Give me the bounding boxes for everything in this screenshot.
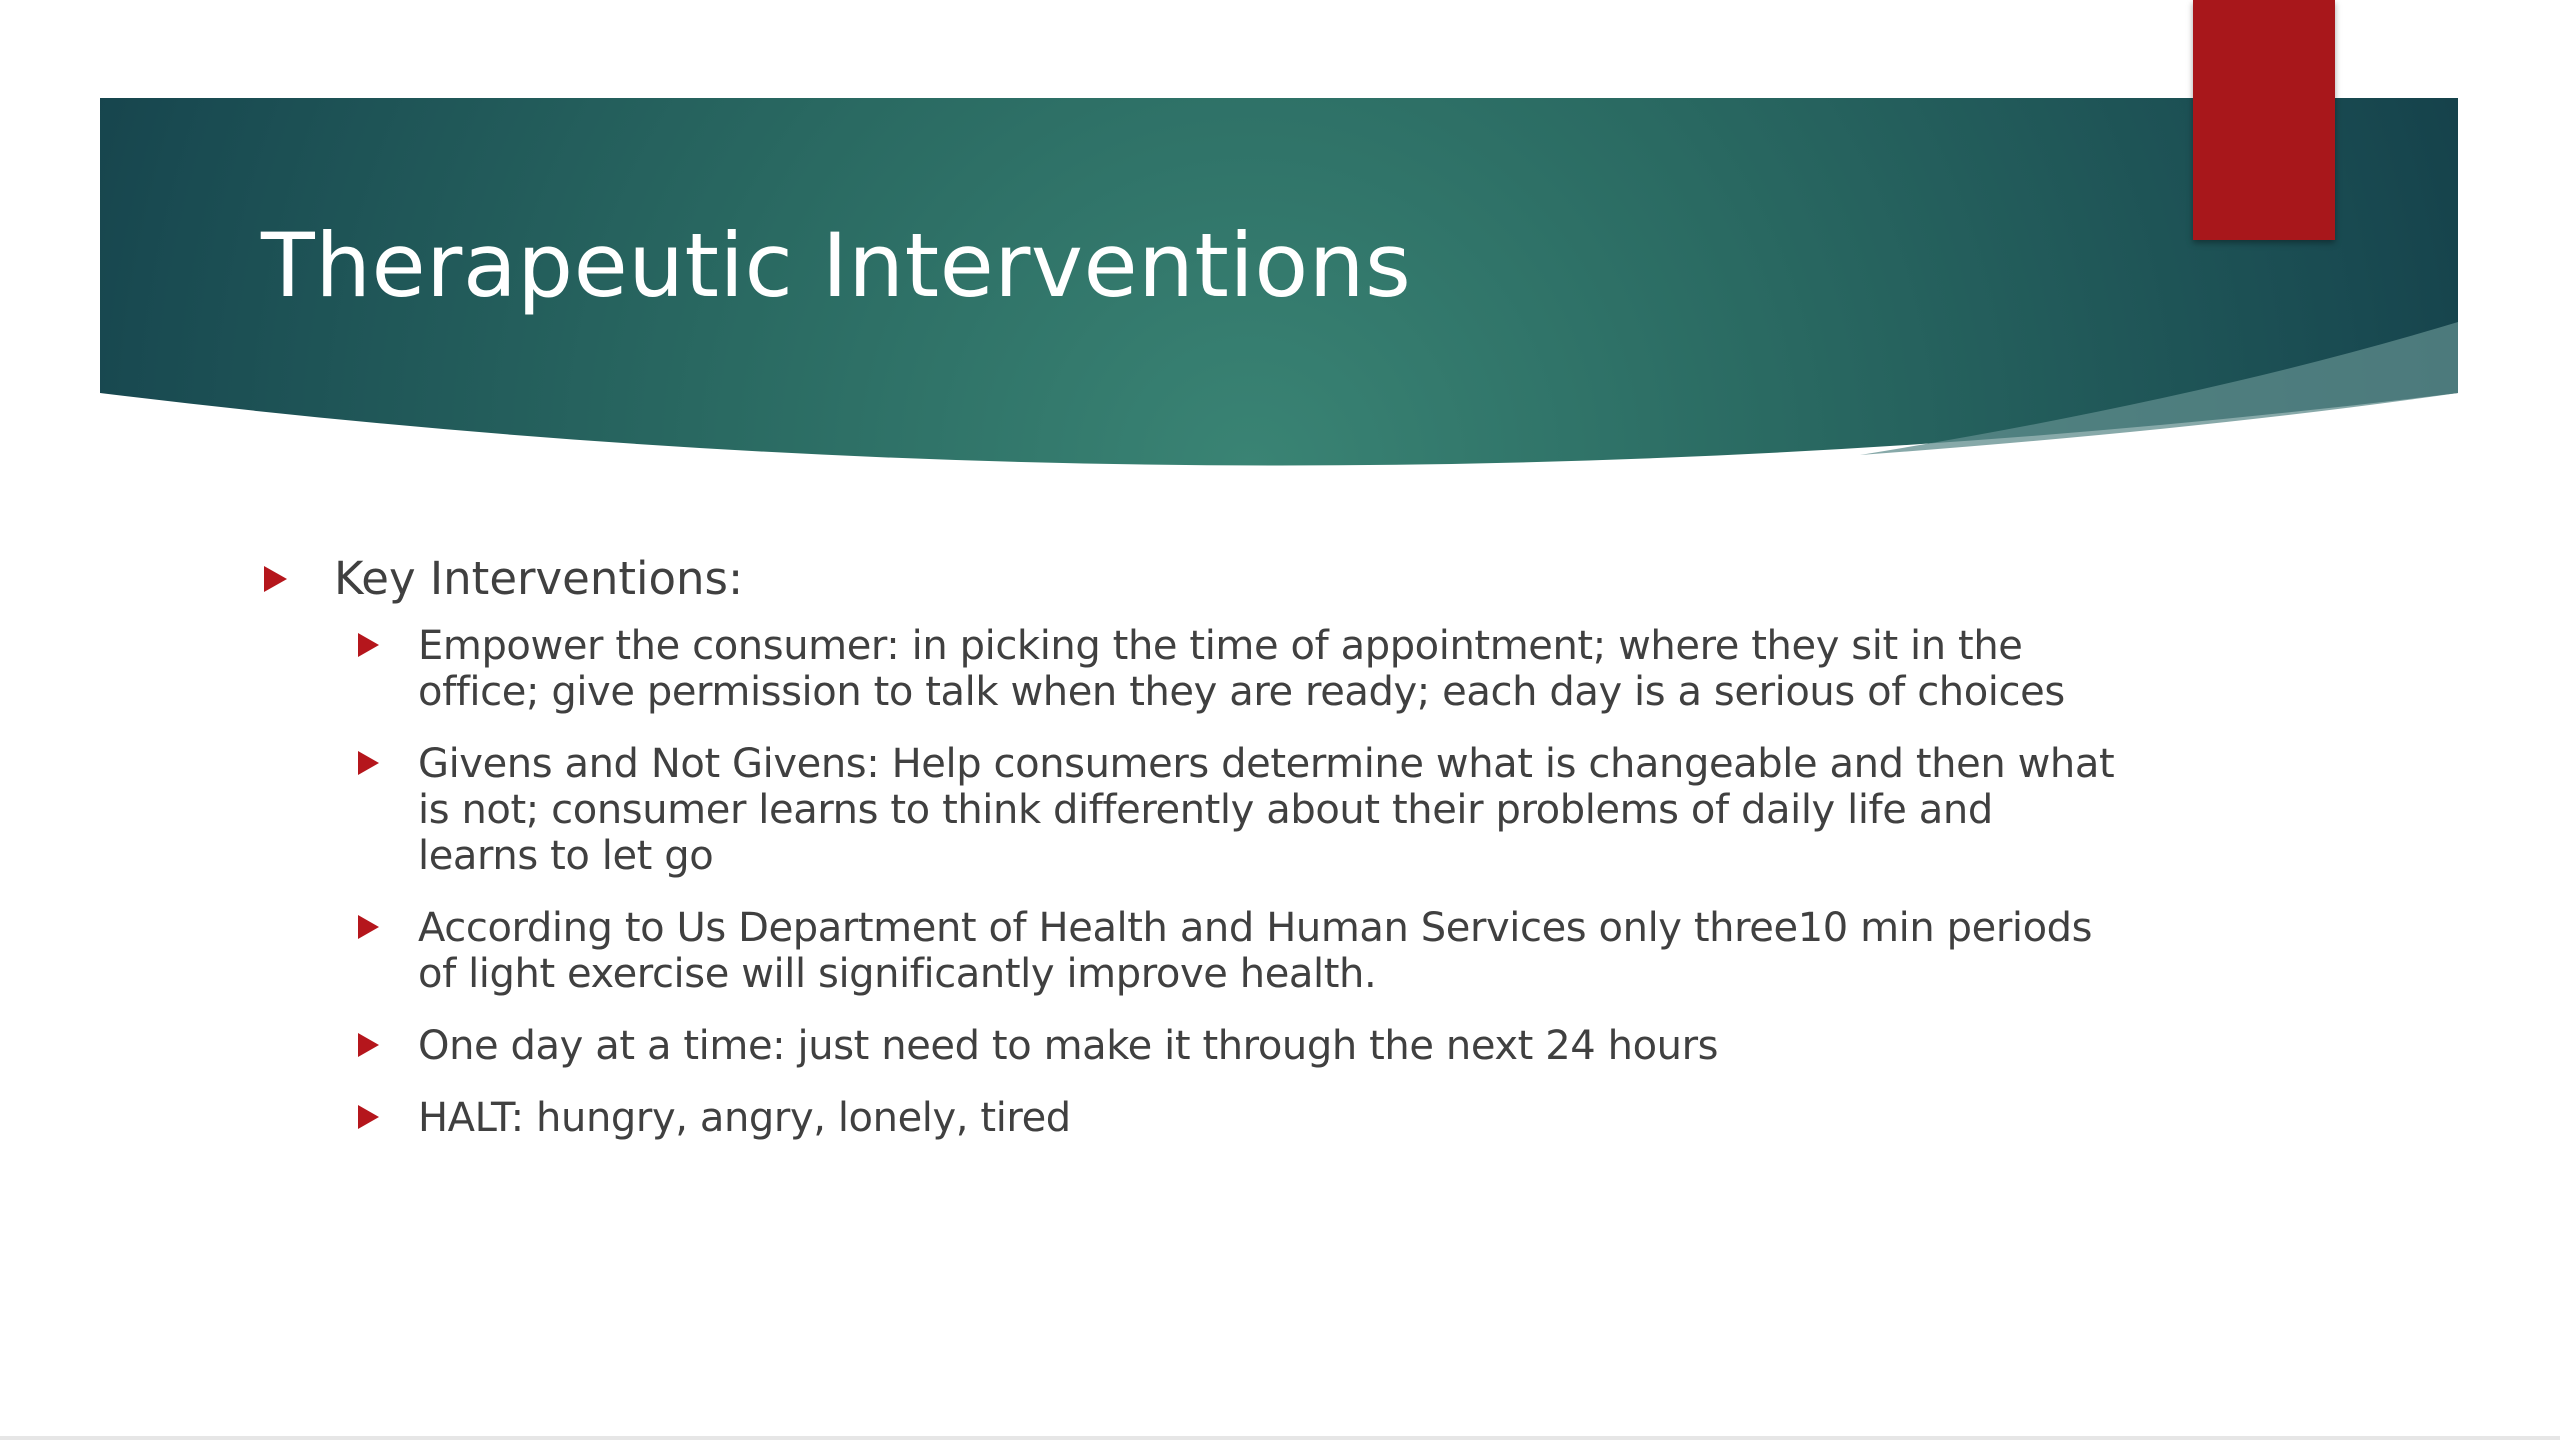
sub-bullet-item <box>354 1095 2118 1141</box>
bullet-text: Givens and Not Givens: Help consumers determine what is changeable and then what is not; consumer learns to think differently about their problems of daily life and learns to let go <box>418 741 2115 879</box>
sub-bullet-item <box>354 741 2118 879</box>
bullet-item <box>258 548 2118 610</box>
triangle-bullet-icon <box>358 1033 379 1057</box>
bullet-list <box>258 548 2118 1167</box>
sub-bullet-item <box>354 1023 2118 1069</box>
bullet-text: Empower the consumer: in picking the time of appointment; where they sit in the office; give permission to talk when they are ready; each day is a serious of choices <box>418 623 2065 715</box>
triangle-bullet-icon <box>264 566 287 592</box>
triangle-bullet-icon <box>358 751 379 775</box>
bullet-text: One day at a time: just need to make it through the next 24 hours <box>418 1023 1719 1069</box>
slide-title: Therapeutic Interventions <box>261 214 1412 317</box>
bullet-text: According to Us Department of Health and Human Services only three10 min periods of light exercise will significantly improve health. <box>418 905 2093 997</box>
bullet-text: HALT: hungry, angry, lonely, tired <box>418 1095 1071 1141</box>
slide-bottom-edge <box>0 1436 2560 1440</box>
red-accent-tab <box>2193 0 2335 240</box>
bullet-text: Key Interventions: <box>334 552 744 605</box>
triangle-bullet-icon <box>358 633 379 657</box>
sub-bullet-item <box>354 905 2118 997</box>
triangle-bullet-icon <box>358 915 379 939</box>
sub-bullet-item <box>354 623 2118 715</box>
triangle-bullet-icon <box>358 1105 379 1129</box>
